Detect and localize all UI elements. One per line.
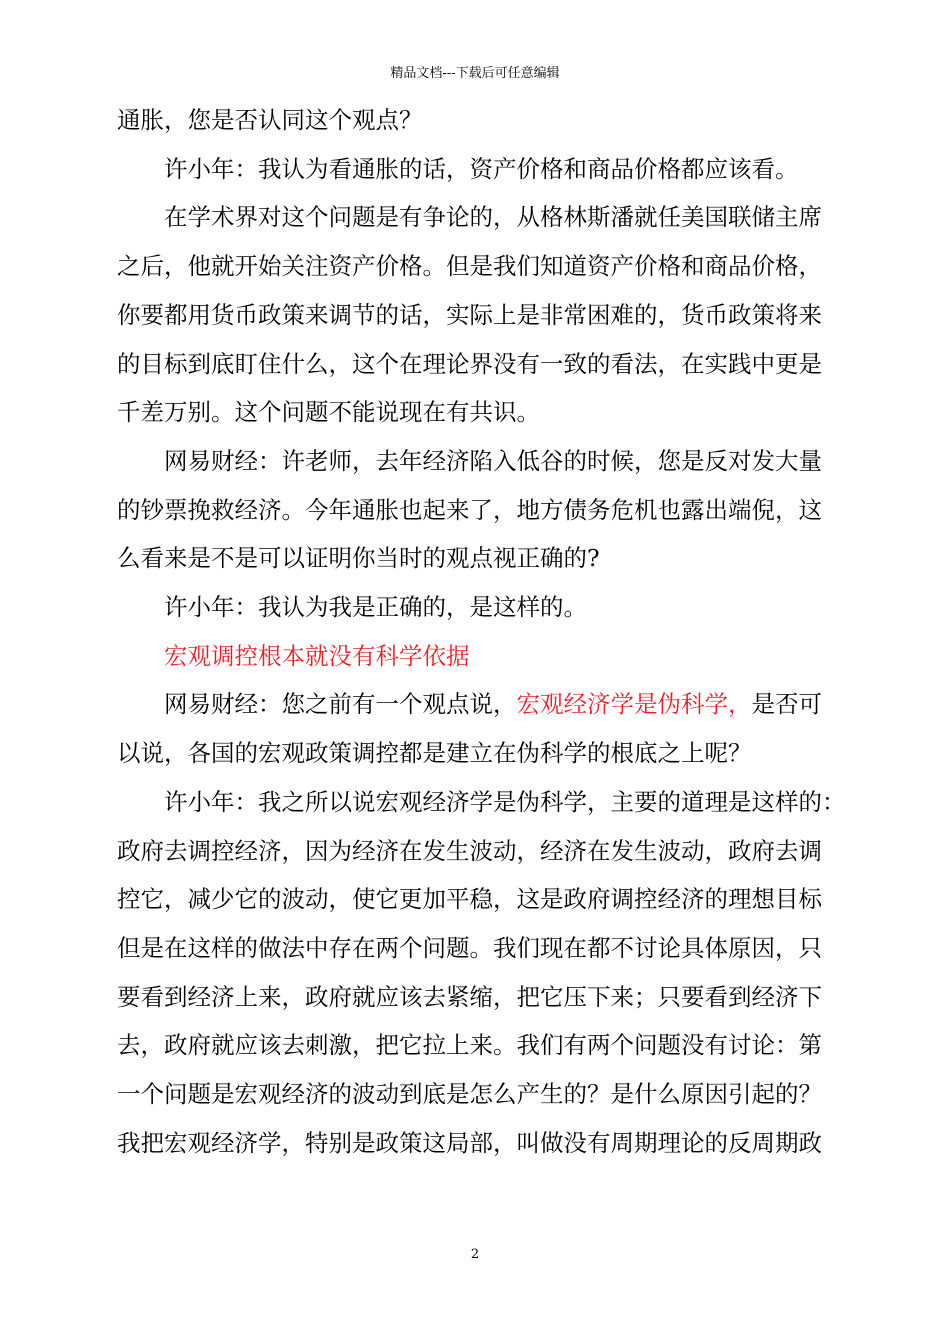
text-line: 许小年：我认为我是正确的，是这样的。 — [164, 593, 587, 622]
text-segment: 是否可 — [751, 690, 822, 719]
page-number: 2 — [470, 1247, 480, 1262]
text-line: 我把宏观经济学，特别是政策这局部，叫做没有周期理论的反周期政 — [117, 1128, 822, 1157]
text-line: 网易财经：许老师，去年经济陷入低谷的时候，您是反对发大量 — [164, 446, 822, 475]
text-line-highlight — [117, 680, 837, 729]
text-line: 么看来是不是可以证明你当时的观点视正确的? — [117, 544, 600, 573]
text-line: 但是在这样的做法中存在两个问题。我们现在都不讨论具体原因，只 — [117, 933, 822, 962]
highlighted-phrase: 宏观经济学是伪科学， — [516, 690, 752, 719]
text-line: 政府去调控经济，因为经济在发生波动，经济在发生波动，政府去调 — [117, 836, 822, 865]
document-body — [117, 96, 846, 1167]
text-line: 一个问题是宏观经济的波动到底是怎么产生的？是什么原因引起的？ — [117, 1080, 822, 1109]
text-line: 去，政府就应该去刺激，把它拉上来。我们有两个问题没有讨论：第 — [117, 1031, 822, 1060]
text-line: 在学术界对这个问题是有争论的，从格林斯潘就任美国联储主席 — [164, 203, 822, 232]
page-header: 精品文档---下载后可任意编辑 — [390, 66, 560, 81]
text-line: 的钞票挽救经济。今年通胀也起来了，地方债务危机也露出端倪，这 — [117, 495, 822, 524]
text-line: 之后，他就开始关注资产价格。但是我们知道资产价格和商品价格， — [117, 252, 822, 281]
text-line: 以说，各国的宏观政策调控都是建立在伪科学的根底之上呢？ — [117, 739, 752, 768]
text-line: 通胀，您是否认同这个观点？ — [117, 106, 423, 134]
text-line: 许小年：我认为看通胀的话，资产价格和商品价格都应该看。 — [164, 154, 799, 183]
section-heading: 宏观调控根本就没有科学依据 — [164, 641, 470, 670]
text-segment: 网易财经：您之前有一个观点说， — [164, 690, 517, 719]
text-line: 千差万别。这个问题不能说现在有共识。 — [117, 398, 540, 427]
text-line: 要看到经济上来，政府就应该去紧缩，把它压下来；只要看到经济下 — [117, 982, 822, 1011]
text-line: 控它，减少它的波动，使它更加平稳，这是政府调控经济的理想目标 — [117, 885, 822, 914]
text-line: 的目标到底盯住什么，这个在理论界没有一致的看法，在实践中更是 — [117, 349, 822, 378]
text-line: 你要都用货币政策来调节的话，实际上是非常困难的，货币政策将来 — [117, 300, 822, 329]
text-line: 许小年：我之所以说宏观经济学是伪科学，主要的道理是这样的： — [164, 787, 846, 816]
